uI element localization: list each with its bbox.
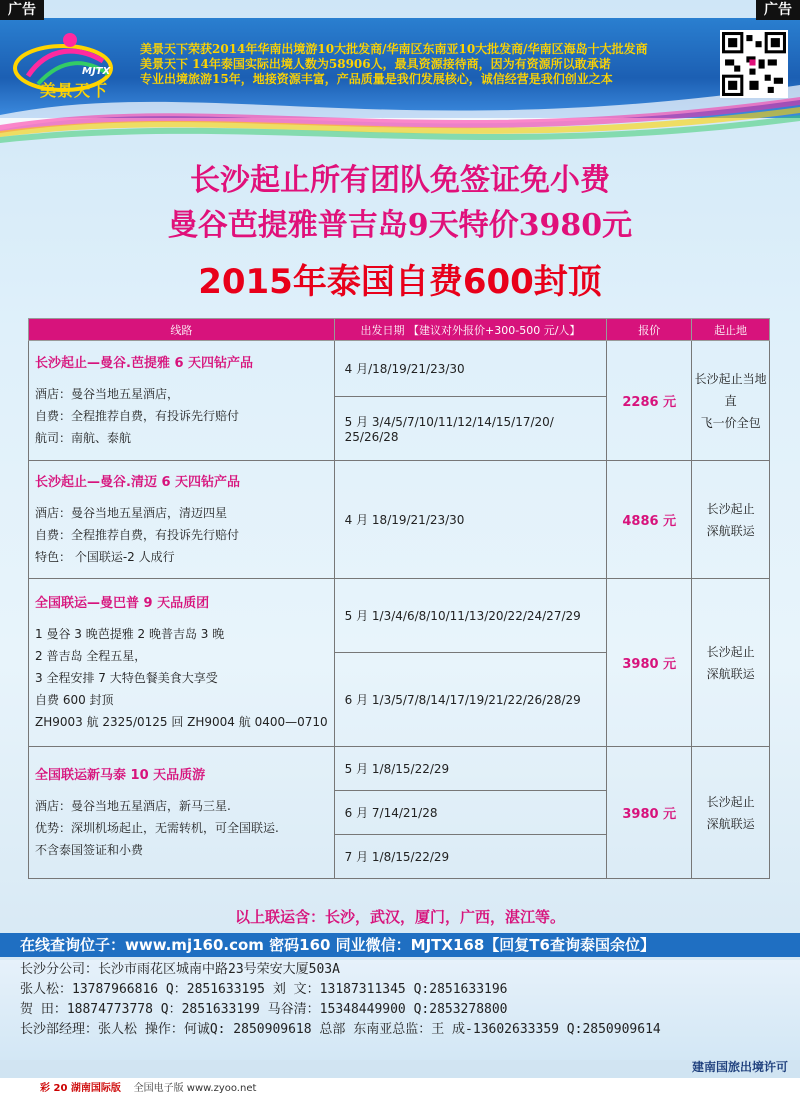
price-cell: 4886 元: [607, 461, 692, 579]
header-origin: 起止地: [692, 319, 770, 341]
contact-line: 长沙分公司：长沙市雨花区城南中路23号荣安大厦503A: [20, 962, 340, 977]
departure-date: 5 月 3/4/5/7/10/11/12/14/15/17/20/ 25/26/28: [334, 397, 607, 461]
page-label: 彩 20 湖南国际版: [40, 1083, 121, 1094]
origin-line: 长沙起止: [706, 794, 755, 809]
license-note: 建南国旅出境许可: [691, 1060, 788, 1074]
departure-date: 5 月 1/3/4/6/8/10/11/13/20/22/24/27/29: [334, 579, 607, 653]
header-slogan-line: 专业出境旅游15年，地接资源丰富，产品质量是我们发展核心，诚信经营是我们创业之本: [140, 72, 613, 86]
route-detail: 自费：全程推荐自费，有投诉先行赔付: [35, 408, 240, 423]
route-detail: 2 普吉岛 全程五星，: [35, 648, 147, 663]
table-row: [29, 579, 770, 653]
origin-line: 长沙起止: [706, 501, 755, 516]
table-row: [29, 341, 770, 397]
origin-cell: [692, 579, 770, 747]
headline-self-pay-cap: 2015年泰国自费600封顶: [198, 262, 602, 302]
route-detail: 酒店：曼谷当地五星酒店，: [35, 386, 180, 401]
route-detail: 航司：南航、泰航: [35, 430, 132, 445]
header-departure: 出发日期 【建议对外报价+300-500 元/人】: [334, 319, 607, 341]
qr-code-icon[interactable]: [720, 30, 788, 98]
online-query-bar[interactable]: 在线查询位子：www.mj160.com 密码160 同业微信：MJTX168【回复T6查询泰国余位】: [0, 933, 800, 957]
route-title: 长沙起止—曼谷.芭提雅 6 天四钻产品: [35, 355, 254, 371]
departure-date: 7 月 1/8/15/22/29: [334, 835, 607, 879]
contact-line: 贺 田：18874773778 Q：2851633199 马谷清：15348449900 Q:2853278800: [20, 1002, 508, 1017]
origin-line: 长沙起止: [706, 644, 755, 659]
origin-cell: [692, 747, 770, 879]
price-cell: 2286 元: [607, 341, 692, 461]
route-cell: [29, 579, 335, 747]
table-row: [29, 461, 770, 579]
contact-line: 张人松：13787966816 Q：2851633195 刘 文：13187311345 Q:2851633196: [20, 982, 508, 997]
origin-cell: [692, 341, 770, 461]
departure-date: 5 月 1/8/15/22/29: [334, 747, 607, 791]
route-title: 全国联运—曼巴普 9 天品质团: [35, 595, 210, 611]
route-detail: ZH9003 航 2325/0125 回 ZH9004 航 0400—0710: [35, 714, 328, 729]
origin-cell: [692, 461, 770, 579]
ad-tag-right: 广告: [756, 0, 800, 20]
route-detail: 特色： 个国联运-2 人成行: [35, 549, 175, 564]
origin-line: 深航联运: [706, 666, 755, 681]
route-cell: [29, 341, 335, 461]
headline-visa-free: 长沙起止所有团队免签证免小费: [190, 163, 610, 198]
route-title: 长沙起止—曼谷.清迈 6 天四钻产品: [35, 474, 241, 490]
header-route: 线路: [29, 319, 335, 341]
header-stats-line: 美景天下 14年泰国实际出境人数为58906人，最具资源接待商，因为有资源所以敢承诺: [140, 57, 611, 71]
route-detail: 酒店：曼谷当地五星酒店，新马三星.: [35, 798, 231, 813]
departure-date: 6 月 1/3/5/7/8/14/17/19/21/22/26/28/29: [334, 653, 607, 747]
origin-line: 深航联运: [706, 523, 755, 538]
origin-line: 深航联运: [706, 816, 755, 831]
departure-date: 6 月 7/14/21/28: [334, 791, 607, 835]
logo-abbreviation: MJTX: [82, 66, 111, 77]
route-detail: 3 全程安排 7 大特色餐美食大享受: [35, 670, 218, 685]
origin-line: 长沙起止当地直: [694, 371, 767, 408]
route-cell: [29, 461, 335, 579]
header-price: 报价: [607, 319, 692, 341]
site-link[interactable]: 全国电子版 www.zyoo.net: [133, 1083, 257, 1094]
route-detail: 1 曼谷 3 晚芭提雅 2 晚普吉岛 3 晚: [35, 626, 225, 641]
table-row: [29, 747, 770, 791]
logo-name: 美景天下: [40, 81, 109, 100]
routes-table: [28, 318, 770, 879]
table-header-row: [29, 319, 770, 341]
bottom-strip: [0, 1078, 800, 1100]
contact-block: [0, 960, 800, 1060]
route-detail: 不含泰国签证和小费: [35, 842, 144, 857]
route-detail: 优势：深圳机场起止，无需转机，可全国联运.: [35, 820, 279, 835]
route-cell: [29, 747, 335, 879]
price-cell: 3980 元: [607, 747, 692, 879]
headline-special-price: 曼谷芭提雅普吉岛9天特价3980元: [167, 208, 633, 243]
departure-date: 4 月 18/19/21/23/30: [334, 461, 607, 579]
route-detail: 自费 600 封顶: [35, 692, 114, 707]
origin-line: 飞一价全包: [700, 415, 761, 430]
route-detail: 酒店：曼谷当地五星酒店，清迈四星: [35, 505, 228, 520]
header-award-line: 美景天下荣获2014年华南出境游10大批发商/华南区东南亚10大批发商/华南区海岛十大批发商: [140, 42, 648, 56]
ad-tag-left: 广告: [0, 0, 44, 20]
route-title: 全国联运新马泰 10 天品质游: [35, 767, 206, 783]
union-note: 以上联运含：长沙，武汉，厦门，广西，湛江等。: [234, 908, 565, 926]
contact-line: 长沙部经理：张人松 操作：何诚Q: 2850909618 总部 东南亚总监：王 成-13602633359 Q:2850909614: [20, 1022, 661, 1037]
departure-date: 4 月/18/19/21/23/30: [334, 341, 607, 397]
route-detail: 自费：全程推荐自费，有投诉先行赔付: [35, 527, 240, 542]
price-cell: 3980 元: [607, 579, 692, 747]
